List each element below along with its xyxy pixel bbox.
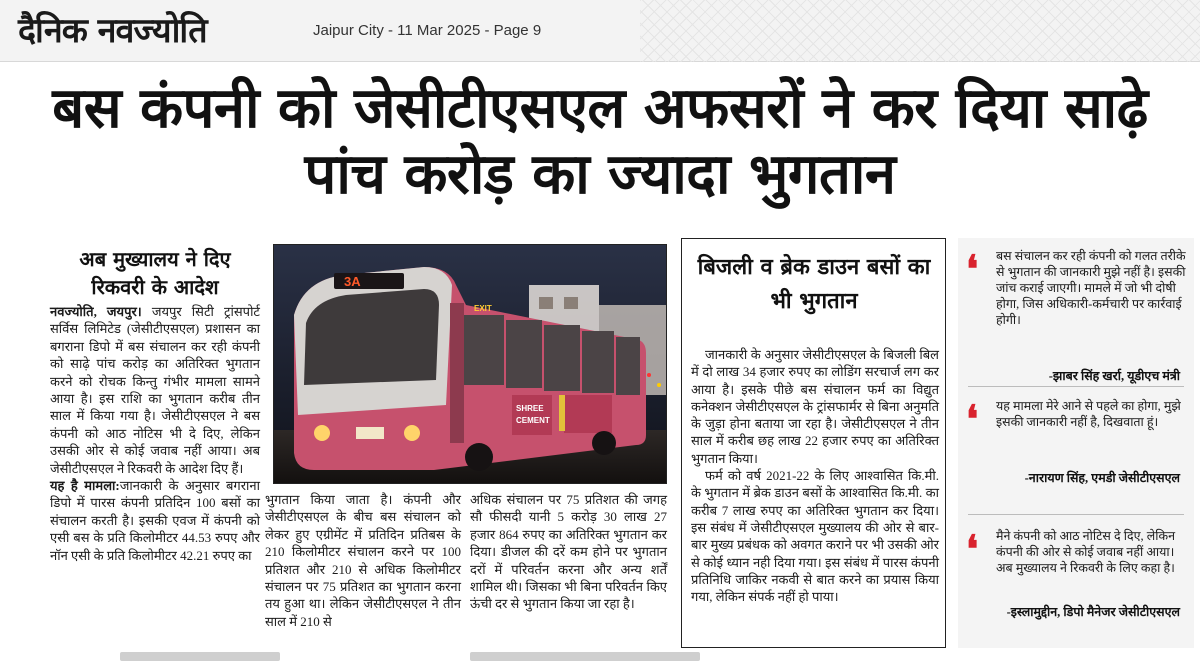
bus-illustration <box>274 245 667 484</box>
quotes-panel <box>958 238 1194 648</box>
sidebar-paragraph-1: जानकारी के अनुसार जेसीटीएसएल के बिजली बिल में दो लाख 34 हजार रुपए का लोडिंग सरचार्ज लग कर आया है। इसके पीछे बस संचालन फर्म का विद्युत कनेक्शन जेसीटीएसएल के ट्रांसफार्मर से बिना अनुमति के जुड़ा होना बताया जा रहा है। जेसीटीएसएल ने तीन साल में करीब छह लाख 22 हजार रुपए का अतिरिक्त भुगतान किया। <box>691 347 939 466</box>
article-column-3: अधिक संचालन पर 75 प्रतिशत की जगह सौ फीसदी यानी 5 करोड़ 30 लाख 27 हजार 864 रुपए का अतिरिक्त भुगतान कर दिया। डीजल की दरें कम होने पर भुगतान दरों में परिवर्तन करना और अन्य शर्तें शामिल थी। जिसका भी बिना परिवर्तन किए ऊंची दर से भुगतान किया जा रहा है। <box>470 492 667 612</box>
quote-text: यह मामला मेरे आने से पहले का होगा, मुझे इसकी जानकारी नहीं है, दिखवाता हूं। <box>996 399 1181 429</box>
quote-mark-icon: ❛ <box>966 246 979 291</box>
cutoff-text-fragment <box>470 652 700 661</box>
quote-mark-icon: ❛ <box>966 526 979 571</box>
article-column-2: भुगतान किया जाता है। कंपनी और जेसीटीएसएल के बीच बस संचालन को लेकर हुए एग्रीमेंट में प्रतिदिन प्रतिबस के 210 किलोमीटर संचालन करने पर 100 प्रतिशत और 210 से अधिक किलोमीटर संचालन पर 75 प्रतिशत का भुगतान करना तय हुआ था। लेकिन जेसीटीएसएल ने तीन साल में 210 से <box>265 492 461 629</box>
next-article-cutoff <box>0 650 1200 661</box>
ad-text-1: SHREE <box>516 404 544 413</box>
article-paragraph-2: जानकारी के अनुसार बगराना डिपो में पारस कंपनी प्रतिदिन 100 बसों का संचालन करती है। इसकी एवज में कंपनी को एसी बस के प्रति किलोमीटर 44.53 रुपए और नॉन एसी के प्रति किलोमीटर 42.21 रुपए का <box>50 478 260 563</box>
quote-divider <box>968 514 1184 515</box>
quote-author: -इस्लामुद्दीन, डिपो मैनेजर जेसीटीएसएल <box>1006 605 1180 619</box>
cutoff-text-fragment <box>120 652 280 661</box>
sidebar-box-body <box>691 346 939 605</box>
bus-photo <box>273 244 667 484</box>
article-paragraph-1: जयपुर सिटी ट्रांसपोर्ट सर्विस लिमिटेड (जेसीटीएसएल) प्रशासन का बगराना डिपो में बस संचालन कर रही कंपनी को साढ़े पांच करोड़ का अतिरिक्त भुगतान करने को रोचक किन्तु गंभीर मामला सामने आया है। इस राशि का भुगतान करीब तीन साल में किया गया है। जेसीटीएसएल ने बस कंपनी को आठ नोटिस भी दे दिए, लेकिन उसकी ओर से कोई जवाब नहीं आया। अब जेसीटीएसएल ने रिकवरी के आदेश दिए हैं। <box>50 304 260 476</box>
quote-text: मैने कंपनी को आठ नोटिस दे दिए, लेकिन कंपनी की ओर से कोई जवाब नहीं आया। अब मुख्यालय ने रिकवरी के लिए कहा है। <box>996 529 1176 575</box>
quote-author: -झाबर सिंह खर्रा, यूडीएच मंत्री <box>1048 369 1180 383</box>
quote-text: बस संचालन कर रही कंपनी को गलत तरीके से भुगतान की जानकारी मुझे नहीं है। इसकी जांच कराई जाएगी। मामले में जो भी दोषी होगा, जिस अधिकारी-कर्मचारी पर कार्रवाई होगी। <box>996 249 1186 327</box>
dateline: नवज्योति, जयपुर। <box>50 304 142 319</box>
headline: बस कंपनी को जेसीटीएसएल अफसरों ने कर दिया साढ़े पांच करोड़ का ज्यादा भुगतान <box>52 76 1148 207</box>
quote-mark-icon: ❛ <box>966 396 979 441</box>
sidebar-box-title: बिजली व ब्रेक डाउन बसों का भी भुगतान <box>697 255 931 314</box>
masthead <box>0 0 1200 66</box>
article-subhead: अब मुख्यालय ने दिए रिकवरी के आदेश <box>79 247 231 299</box>
route-display: 3A <box>344 274 361 289</box>
masthead-pattern <box>640 0 1200 62</box>
quote-author: -नारायण सिंह, एमडी जेसीटीएसएल <box>1024 471 1180 485</box>
newspaper-logo: दैनिक नवज्योति <box>18 11 207 51</box>
edition-label: Jaipur City - 11 Mar 2025 - Page 9 <box>313 22 542 39</box>
para-label: यह है मामला: <box>50 478 120 494</box>
sidebar-paragraph-2: फर्म को वर्ष 2021-22 के लिए आश्वासित कि.मी. के भुगतान में ब्रेक डाउन बसों के आश्वासित कि.मी. का करीब 7 लाख रुपए का अतिरिक्त भुगतान कर दिया। इस संबंध में जेसीटीएसएल मुख्यालय की ओर से बार-बार मुख्य प्रबंधक को अवगत कराने पर भी उसकी ओर से कोई ध्यान नही दिया गया। इस संबंध में पारस कंपनी प्रतिनिधि जाकिर नकवी से बात करने का प्रयास किया गया, लेकिन संपर्क नहीं हो पाया। <box>691 468 939 605</box>
article-column-1 <box>50 303 260 564</box>
ad-text-2: CEMENT <box>516 416 550 425</box>
exit-label: EXIT <box>474 304 492 313</box>
quote-divider <box>968 386 1184 387</box>
